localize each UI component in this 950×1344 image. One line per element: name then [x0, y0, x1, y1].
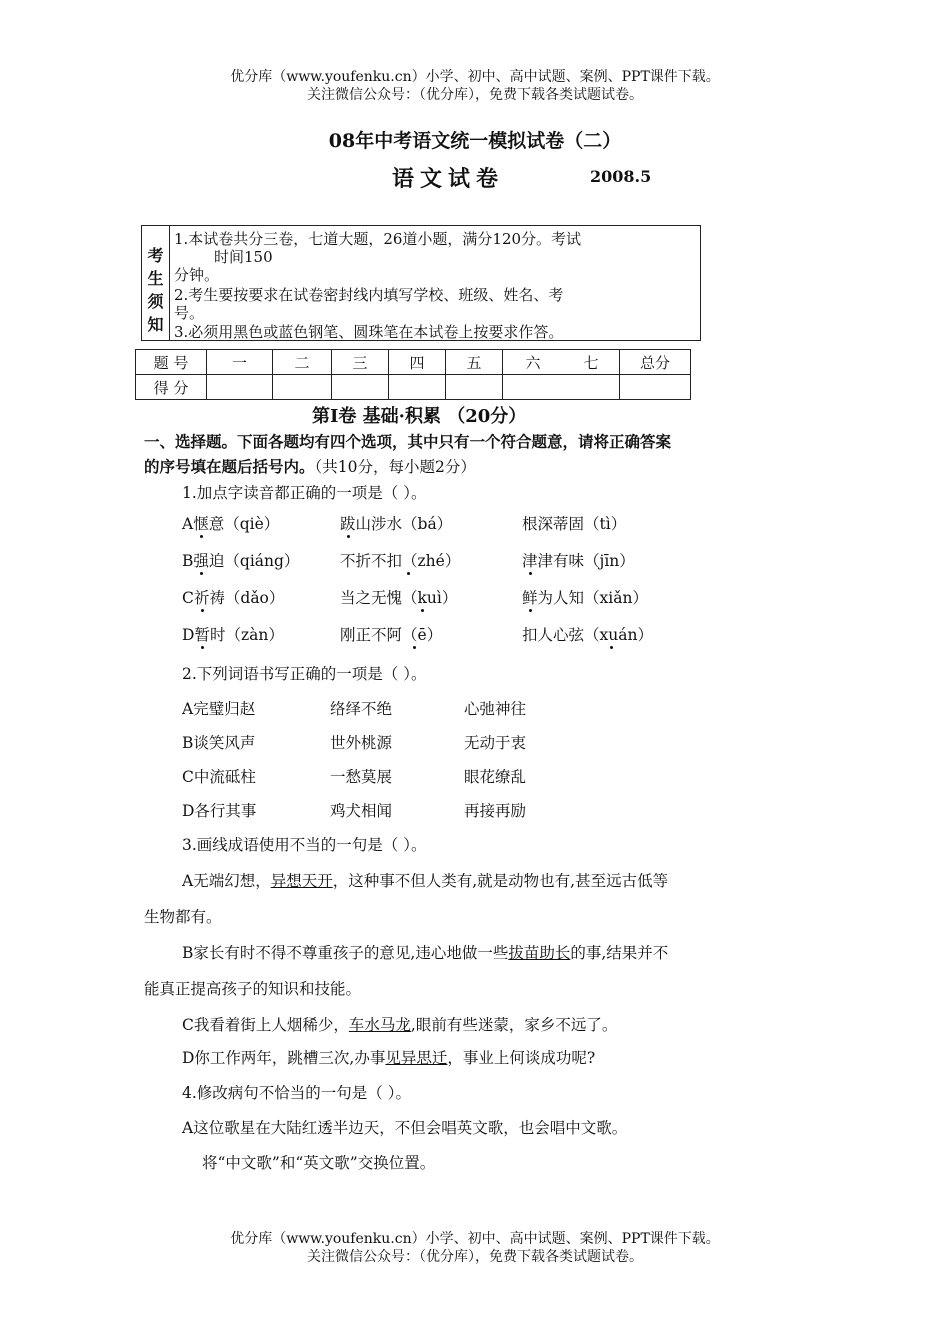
dotted-char: 津 [522, 552, 538, 570]
q1-d-col2 [340, 623, 442, 645]
dotted-char: 惬 [193, 515, 209, 533]
score-header-cell: 总分 [620, 350, 691, 375]
q2-option-b-3: 无动于衷 [464, 734, 527, 752]
option-text: A无端幻想， [182, 872, 271, 890]
score-cell[interactable] [389, 375, 446, 400]
notice-line-1c: 分钟。 [174, 266, 220, 284]
option-text: 时（zàn） [209, 626, 284, 644]
q2-option-c-3: 眼花缭乱 [464, 768, 527, 786]
score-cell[interactable] [620, 375, 691, 400]
option-letter: B [182, 552, 194, 570]
option-text: 津有味（jīn） [537, 552, 635, 570]
option-text: C我看着街上人烟稀少， [182, 1016, 349, 1034]
q2-option-c-2: 一愁莫展 [330, 768, 393, 786]
score-table-header-row [136, 350, 691, 375]
score-header-cell: 五 [446, 350, 503, 375]
q2-option-d-3: 再接再励 [464, 802, 527, 820]
option-text: 为人知（xiǎn） [537, 589, 648, 607]
candidate-notice [141, 225, 701, 341]
option-text: 山涉水（bá） [355, 515, 453, 533]
notice-side-char: 生 [147, 269, 164, 288]
score-row-label: 得 分 [136, 375, 207, 400]
dotted-char: 暂 [194, 626, 210, 644]
score-header-cell: 二 [273, 350, 332, 375]
q1-b-col3 [522, 549, 635, 571]
dotted-char: 祈 [193, 589, 210, 607]
option-letter: C [182, 589, 194, 607]
q1-a-col2 [340, 512, 452, 534]
q2-stem: 2.下列词语书写正确的一项是（ ）。 [182, 665, 427, 683]
option-text: 根深蒂 [522, 515, 569, 533]
underlined-idiom: 车水马龙 [348, 1016, 411, 1034]
score-cell[interactable] [332, 375, 389, 400]
score-table-score-row [136, 375, 691, 400]
option-letter: D [182, 626, 195, 644]
part1-heading-score: （共10分，每小题2分） [314, 458, 476, 476]
notice-side-label [142, 226, 170, 340]
q2-option-b: B谈笑风声 [182, 734, 256, 752]
underlined-idiom: 拔苗助长 [508, 944, 571, 962]
notice-line-3: 3.必须用黑色或蓝色钢笔、圆珠笔在本试卷上按要求作答。 [174, 323, 564, 341]
option-text: 固（tì） [568, 515, 627, 533]
q3-option-a [182, 869, 668, 891]
notice-line-2: 2.考生要按要求在试卷密封线内填写学校、班级、姓名、考 [174, 286, 564, 304]
option-text: 当之无 [340, 589, 387, 607]
q4-option-a: A这位歌星在大陆红透半边天，不但会唱英文歌，也会唱中文歌。 [182, 1119, 628, 1137]
option-letter: A [182, 515, 194, 533]
q4-stem: 4.修改病句不恰当的一句是（ ）。 [182, 1084, 411, 1102]
q2-option-d-2: 鸡犬相闻 [330, 802, 393, 820]
q2-option-a: A完璧归赵 [182, 700, 256, 718]
site-banner-line1: 优分库（www.youfenku.cn）小学、初中、高中试题、案例、PPT课件下载。 [230, 69, 720, 85]
option-text: ，这种事不但人类有,就是动物也有,甚至远古低等 [332, 872, 669, 890]
dotted-char: 强 [193, 552, 209, 570]
exam-date: 2008.5 [590, 167, 652, 186]
q1-c-col3 [522, 586, 648, 608]
option-text: 折不扣（zhé） [355, 552, 461, 570]
option-text: ，事业上何谈成功呢? [447, 1049, 596, 1067]
notice-line-1b: 时间150 [214, 248, 273, 266]
dotted-char: 鲜 [522, 589, 538, 607]
q1-b-col2 [340, 549, 460, 571]
underlined-idiom: 异想天开 [270, 872, 333, 890]
section-title: 第Ⅰ卷 基础·积累 （20分） [312, 406, 527, 427]
q3-stem: 3.画线成语使用不当的一句是（ ）。 [182, 836, 427, 854]
option-text: 扣人心 [522, 626, 569, 644]
q3-option-b-cont: 能真正提高孩子的知识和技能。 [144, 980, 362, 998]
part1-heading-line2 [144, 455, 476, 477]
score-header-cell: 一 [207, 350, 273, 375]
score-header-cell: 四 [389, 350, 446, 375]
part1-heading: 一、选择题。下面各题均有四个选项，其中只有一个符合题意，请将正确答案 [144, 432, 672, 451]
exam-title: 08年中考语文统一模拟试卷（二） [328, 130, 622, 152]
site-footer-line2: 关注微信公众号：（优分库），免费下载各类试题试卷。 [307, 1249, 643, 1265]
q3-option-d [182, 1046, 595, 1068]
q1-option-a [182, 512, 279, 534]
q1-d-col3 [522, 623, 653, 645]
option-text: 意（qiè） [208, 515, 280, 533]
q3-option-a-cont: 生物都有。 [144, 908, 222, 926]
q1-c-col2 [340, 586, 457, 608]
q2-option-d: D各行其事 [182, 802, 257, 820]
notice-side-char: 知 [147, 315, 164, 334]
site-banner-line2: 关注微信公众号：（优分库），免费下载各类试题试卷。 [307, 87, 643, 103]
score-table [135, 349, 691, 400]
dotted-char: 阿（ē） [386, 626, 443, 644]
dotted-char: 愧（kuì） [386, 589, 458, 607]
q1-stem: 1.加点字读音都正确的一项是（ ）。 [182, 484, 427, 502]
q2-option-a-2: 络绎不绝 [330, 700, 393, 718]
option-text: 刚正不 [340, 626, 387, 644]
score-cell[interactable] [207, 375, 273, 400]
dotted-char: 跋 [340, 515, 356, 533]
score-cell[interactable] [446, 375, 503, 400]
score-header-cell: 题 号 [136, 350, 207, 375]
option-text: 迫（qiáng） [208, 552, 300, 570]
q4-option-a-fix: 将“中文歌”和“英文歌”交换位置。 [202, 1154, 436, 1172]
notice-side-char: 考 [147, 246, 164, 265]
option-text: 祷（dǎo） [209, 589, 285, 607]
dotted-char: 弦（xuán） [568, 626, 653, 644]
q2-option-b-2: 世外桃源 [330, 734, 393, 752]
q1-option-d [182, 623, 284, 645]
option-text: ,眼前有些迷蒙，家乡不远了。 [410, 1016, 618, 1034]
option-text: D你工作两年，跳槽三次,办事 [182, 1049, 386, 1067]
q3-option-b [182, 941, 668, 963]
score-header-cell: 六 [503, 350, 564, 375]
q1-a-col3 [522, 512, 626, 534]
notice-line-1: 1.本试卷共分三卷，七道大题，26道小题，满分120分。考试 [174, 230, 582, 248]
exam-subtitle: 语文试卷 [392, 166, 505, 192]
score-header-cell: 七 [563, 350, 620, 375]
q2-option-a-3: 心弛神往 [464, 700, 527, 718]
underlined-idiom: 见异思迁 [385, 1049, 448, 1067]
score-cell[interactable] [503, 375, 620, 400]
q1-option-b [182, 549, 299, 571]
score-cell[interactable] [273, 375, 332, 400]
part1-heading-instr: 的序号填在题后括号内。 [144, 457, 315, 476]
q2-option-c: C中流砥柱 [182, 768, 256, 786]
notice-side-char: 须 [147, 292, 164, 311]
q1-option-c [182, 586, 284, 608]
option-text: B家长有时不得不尊重孩子的意见,违心地做一些 [182, 944, 509, 962]
score-header-cell: 三 [332, 350, 389, 375]
option-text: 的事,结果并不 [570, 944, 669, 962]
q3-option-c [182, 1013, 617, 1035]
notice-line-2b: 号。 [174, 304, 205, 322]
site-footer-line1: 优分库（www.youfenku.cn）小学、初中、高中试题、案例、PPT课件下载。 [230, 1231, 720, 1247]
option-text: 不 [340, 552, 356, 570]
